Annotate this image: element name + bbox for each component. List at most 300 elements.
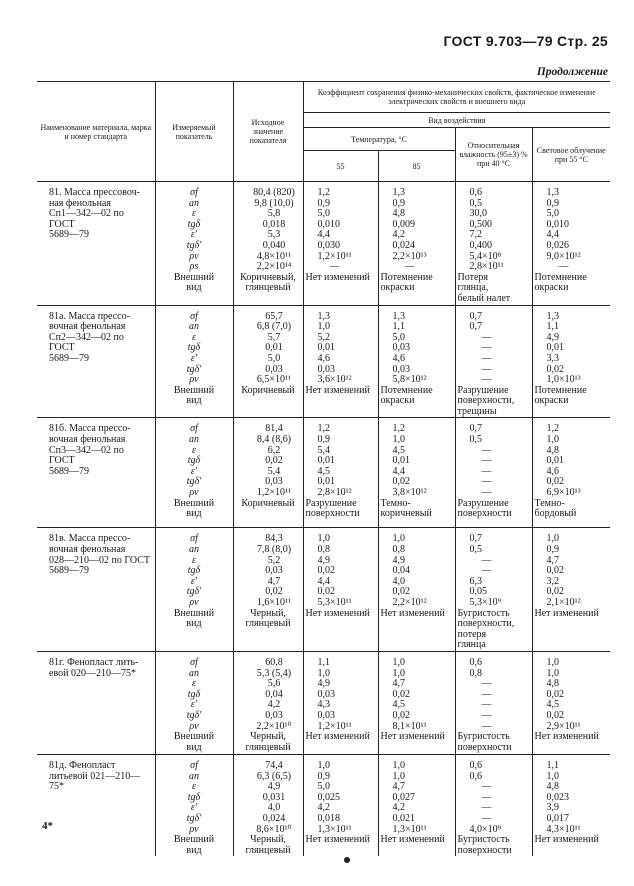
light-values-line: Темно- bbox=[534, 497, 565, 509]
humidity-values-line: — bbox=[481, 363, 492, 375]
material-name-line: 81д. Фенопласт bbox=[49, 760, 116, 771]
humidity-values-line: 0,6 bbox=[469, 760, 482, 771]
temp55-values-line: 1,2 bbox=[317, 423, 330, 435]
light-values bbox=[532, 418, 610, 528]
temp55-values-line: 4,9 bbox=[317, 678, 330, 690]
indicator-list bbox=[155, 418, 233, 528]
initial-values-line: 8,4 (8,6) bbox=[256, 434, 292, 446]
indicator-list bbox=[155, 182, 233, 306]
initial-values-line: 0,03 bbox=[265, 565, 283, 577]
temp55-values-line: 0,025 bbox=[317, 791, 340, 803]
material-name-line: Сп3—342—02 по ГОСТ bbox=[49, 444, 124, 467]
indicator-list-line: ρv bbox=[189, 487, 199, 499]
humidity-values-line: — bbox=[481, 678, 492, 690]
initial-values-line: 0,02 bbox=[265, 586, 283, 598]
light-values-line: 4,4 bbox=[546, 229, 559, 241]
initial-values-line: 5,4 bbox=[267, 465, 281, 477]
light-values-line: 0,9 bbox=[546, 197, 559, 209]
indicator-list-line: tgδ′ bbox=[186, 476, 202, 488]
light-values-line: 0,023 bbox=[546, 791, 569, 803]
light-values-line: 4,8 bbox=[546, 678, 559, 690]
temp85-values-line: 4,9 bbox=[392, 554, 405, 566]
initial-values-line: 81,4 bbox=[265, 423, 283, 435]
col-impact: Вид воздействия bbox=[303, 113, 610, 128]
properties-table bbox=[37, 81, 610, 856]
indicator-list-line: вид bbox=[186, 844, 202, 856]
initial-values bbox=[233, 528, 303, 652]
initial-values-line: 6,5×10¹¹ bbox=[256, 374, 292, 386]
indicator-list-line: tgδ bbox=[187, 791, 201, 803]
initial-values-line: 8,6×10¹⁰ bbox=[256, 823, 292, 835]
temp85-values-line: 1,0 bbox=[392, 770, 405, 782]
temp55-values-line: 4,3 bbox=[317, 699, 330, 711]
humidity-values-line: — bbox=[481, 554, 492, 566]
initial-values-line: 80,4 (820) bbox=[253, 187, 295, 198]
col-humidity: Относительная влажность (95±3) % при 40 °С bbox=[455, 128, 532, 182]
temp55-values-line: 1,0 bbox=[317, 667, 330, 679]
humidity-values-line: 30,0 bbox=[469, 208, 487, 220]
temp85-values-line: 1,0 bbox=[392, 657, 405, 668]
temp55-values-line: 0,02 bbox=[317, 565, 335, 577]
light-values-line: 4,9 bbox=[546, 331, 559, 343]
temp55-values-line: 0,010 bbox=[317, 218, 340, 230]
light-values-line: 0,02 bbox=[546, 709, 564, 721]
temp85-values-line: 1,3×10¹¹ bbox=[392, 823, 427, 835]
temp85-values-line: Нет изменений bbox=[380, 731, 445, 743]
initial-values-line: 1,6×10¹¹ bbox=[256, 597, 292, 609]
humidity-values-line: поверхности bbox=[457, 844, 512, 856]
temp85-values-line: 0,03 bbox=[392, 342, 410, 354]
material-name-line: 81а. Масса прессо- bbox=[49, 310, 130, 322]
temp85-values-line: 1,0 bbox=[392, 434, 405, 446]
temp55-values bbox=[303, 755, 378, 857]
temp55-values-line: Нет изменений bbox=[305, 731, 370, 743]
temp85-values-line: 4,2 bbox=[392, 802, 405, 814]
initial-values bbox=[233, 418, 303, 528]
temp85-values-line: Нет изменений bbox=[380, 607, 445, 619]
initial-values-line: 4,9 bbox=[267, 781, 281, 793]
initial-values-line: 5,2 bbox=[267, 554, 281, 566]
humidity-values-line: — bbox=[481, 699, 492, 711]
light-values-line: 4,3×10¹¹ bbox=[546, 823, 581, 835]
initial-values bbox=[233, 652, 303, 755]
light-values-line: 1,0 bbox=[546, 434, 559, 446]
humidity-values-line: — bbox=[481, 565, 492, 577]
temp55-values-line: 0,9 bbox=[317, 434, 330, 446]
light-values-line: 3,3 bbox=[546, 352, 559, 364]
indicator-list-line: aп bbox=[189, 197, 199, 209]
initial-values-line: 0,03 bbox=[265, 363, 283, 375]
initial-values-line: Коричневый bbox=[241, 497, 295, 509]
temp55-values-line: 0,02 bbox=[317, 586, 335, 598]
indicator-list-line: tgδ′ bbox=[186, 363, 202, 375]
indicator-list bbox=[155, 305, 233, 418]
light-values-line: 1,1 bbox=[546, 321, 559, 333]
temp55-values-line: 4,2 bbox=[317, 802, 330, 814]
temp85-values bbox=[378, 418, 455, 528]
light-values-line: Потемнение bbox=[534, 384, 587, 396]
temp55-values-line: поверхности bbox=[305, 508, 360, 520]
humidity-values-line: 0,7 bbox=[469, 321, 482, 333]
temp85-values-line: 0,02 bbox=[392, 586, 410, 598]
humidity-values-line: — bbox=[481, 342, 492, 354]
indicator-list-line: вид bbox=[186, 508, 202, 520]
indicator-list-line: ε bbox=[192, 554, 196, 566]
temp55-values-line: 5,4 bbox=[317, 444, 330, 456]
material-name-line: литьевой 021—210—75* bbox=[49, 770, 141, 793]
temp55-values-line: 4,5 bbox=[317, 465, 330, 477]
light-values-line: — bbox=[558, 261, 569, 273]
material-name-line: Сп1—342—02 по ГОСТ bbox=[49, 208, 124, 230]
temp55-values-line: 0,8 bbox=[317, 544, 330, 556]
temp55-values-line: 1,2 bbox=[317, 187, 330, 198]
temp55-values-line: 0,018 bbox=[317, 812, 340, 824]
light-values-line: бордовый bbox=[534, 508, 577, 520]
initial-values-line: 0,031 bbox=[262, 791, 286, 803]
humidity-values-line: — bbox=[481, 465, 492, 477]
indicator-list-line: вид bbox=[186, 282, 202, 294]
light-values bbox=[532, 305, 610, 418]
temp85-values-line: 0,01 bbox=[392, 455, 410, 467]
indicator-list-line: aп bbox=[189, 770, 199, 782]
material-name-line: 81в. Масса прессо- bbox=[49, 533, 131, 545]
temp85-values-line: окраски bbox=[380, 395, 415, 407]
indicator-list-line: вид bbox=[186, 741, 202, 753]
humidity-values-line: 0,7 bbox=[469, 310, 482, 322]
indicator-list-line: ε′ bbox=[190, 575, 198, 587]
indicator-list-line: σf bbox=[190, 310, 198, 322]
temp55-values-line: 1,3×10¹¹ bbox=[317, 823, 352, 835]
temp85-values-line: 0,9 bbox=[392, 197, 405, 209]
temp55-values-line: 0,01 bbox=[317, 455, 335, 467]
initial-values-line: 5,8 bbox=[267, 208, 281, 220]
temp55-values-line: 1,2×10¹¹ bbox=[317, 250, 352, 262]
light-values-line: 0,01 bbox=[546, 342, 564, 354]
humidity-values-line: 0,5 bbox=[469, 544, 482, 556]
indicator-list-line: вид bbox=[186, 618, 202, 630]
temp85-values-line: 4,6 bbox=[392, 352, 405, 364]
table-row bbox=[37, 755, 610, 857]
light-values bbox=[532, 652, 610, 755]
humidity-values-line: — bbox=[481, 374, 492, 386]
temp55-values bbox=[303, 305, 378, 418]
light-values-line: 4,8 bbox=[546, 781, 559, 793]
material-name bbox=[37, 418, 155, 528]
indicator-list bbox=[155, 755, 233, 857]
temp55-values-line: — bbox=[329, 261, 340, 273]
material-name-line: 81б. Масса прессо- bbox=[49, 423, 131, 435]
light-values-line: 0,02 bbox=[546, 586, 564, 598]
table-row bbox=[37, 182, 610, 306]
material-name bbox=[37, 528, 155, 652]
light-values-line: 0,02 bbox=[546, 476, 564, 488]
light-values-line: 6,9×10¹³ bbox=[546, 487, 581, 499]
humidity-values-line: — bbox=[481, 352, 492, 364]
humidity-values-line: поверхности, bbox=[457, 395, 515, 407]
initial-values-line: 5,3 (5,4) bbox=[256, 667, 292, 679]
humidity-values-line: — bbox=[481, 476, 492, 488]
temp85-values-line: 3,8×10¹² bbox=[392, 487, 427, 499]
temp55-values-line: 4,6 bbox=[317, 352, 330, 364]
indicator-list-line: ε′ bbox=[190, 802, 198, 814]
light-values-line: 4,8 bbox=[546, 444, 559, 456]
temp55-values bbox=[303, 528, 378, 652]
humidity-values-line: — bbox=[481, 444, 492, 456]
indicator-list-line: tgδ bbox=[187, 218, 201, 230]
temp85-values-line: 1,0 bbox=[392, 760, 405, 771]
indicator-list-line: aп bbox=[189, 544, 199, 556]
initial-values-line: Черный, bbox=[250, 607, 286, 619]
indicator-list-line: ρv bbox=[189, 823, 199, 835]
indicator-list-line: Внешний bbox=[173, 834, 215, 846]
material-name-line: Сп2—342—02 по ГОСТ bbox=[49, 331, 124, 354]
light-values-line: 9,0×10¹² bbox=[546, 250, 581, 262]
humidity-values-line: 0,500 bbox=[469, 218, 492, 230]
initial-values-line: 1,2×10¹¹ bbox=[256, 487, 292, 499]
indicator-list-line: ε′ bbox=[190, 229, 198, 241]
humidity-values-line: Бугристость bbox=[457, 834, 510, 846]
indicator-list-line: tgδ′ bbox=[186, 239, 202, 251]
humidity-values-line: 0,7 bbox=[469, 533, 482, 545]
temp55-values-line: Нет изменений bbox=[305, 607, 370, 619]
table-row bbox=[37, 652, 610, 755]
temp55-values-line: 0,030 bbox=[317, 239, 340, 251]
light-values-line: 1,0×10¹³ bbox=[546, 374, 581, 386]
indicator-list bbox=[155, 652, 233, 755]
temp85-values-line: 1,1 bbox=[392, 321, 405, 333]
humidity-values-line: поверхности, bbox=[457, 618, 515, 630]
temp85-values-line: — bbox=[404, 261, 415, 273]
light-values-line: Нет изменений bbox=[534, 607, 599, 619]
temp85-values-line: 2,2×10¹² bbox=[392, 597, 427, 609]
temp55-values bbox=[303, 652, 378, 755]
temp85-values-line: 5,0 bbox=[392, 331, 405, 343]
initial-values-line: 2,2×10¹⁴ bbox=[256, 261, 292, 273]
temp55-values-line: 1,0 bbox=[317, 760, 330, 771]
table-row bbox=[37, 418, 610, 528]
humidity-values-line: 0,05 bbox=[469, 586, 487, 598]
temp85-values bbox=[378, 305, 455, 418]
temp85-values-line: 0,02 bbox=[392, 688, 410, 700]
bullet-dot bbox=[344, 857, 350, 863]
light-values-line: 1,0 bbox=[546, 667, 559, 679]
initial-values-line: 4,8×10¹¹ bbox=[256, 250, 292, 262]
material-name-line: вочная фенольная bbox=[49, 321, 126, 333]
light-values-line: 0,02 bbox=[546, 565, 564, 577]
material-name bbox=[37, 652, 155, 755]
light-values-line: 0,017 bbox=[546, 812, 569, 824]
material-name bbox=[37, 755, 155, 857]
humidity-values-line: 5,4×10⁸ bbox=[469, 250, 502, 262]
temp55-values-line: Разрушение bbox=[305, 497, 357, 509]
temp85-values-line: 0,024 bbox=[392, 239, 415, 251]
indicator-list-line: ε bbox=[192, 781, 196, 793]
humidity-values-line: Разрушение bbox=[457, 497, 509, 509]
initial-values-line: Коричневый, bbox=[240, 271, 296, 283]
temp85-values-line: 1,3 bbox=[392, 310, 405, 322]
initial-values-line: 74,4 bbox=[265, 760, 283, 771]
indicator-list-line: ε bbox=[192, 444, 196, 456]
humidity-values bbox=[455, 528, 532, 652]
temp55-values-line: 4,4 bbox=[317, 575, 330, 587]
humidity-values-line: белый налет bbox=[457, 292, 511, 304]
temp55-values-line: 0,01 bbox=[317, 476, 335, 488]
temp85-values-line: 4,5 bbox=[392, 699, 405, 711]
temp55-values-line: 4,4 bbox=[317, 229, 330, 241]
temp85-values-line: Нет изменений bbox=[380, 834, 445, 846]
humidity-values-line: Разрушение bbox=[457, 384, 509, 396]
indicator-list-line: tgδ′ bbox=[186, 812, 202, 824]
humidity-values-line: 6,3 bbox=[469, 575, 482, 587]
humidity-values bbox=[455, 418, 532, 528]
light-values-line: окраски bbox=[534, 395, 569, 407]
indicator-list-line: ρv bbox=[189, 720, 199, 732]
humidity-values bbox=[455, 182, 532, 306]
temp85-values-line: 0,04 bbox=[392, 565, 410, 577]
indicator-list bbox=[155, 528, 233, 652]
initial-values-line: 0,03 bbox=[265, 709, 283, 721]
temp55-values-line: 2,8×10¹² bbox=[317, 487, 352, 499]
light-values-line: 0,02 bbox=[546, 688, 564, 700]
indicator-list-line: tgδ bbox=[187, 565, 201, 577]
indicator-list-line: вид bbox=[186, 395, 202, 407]
material-name-line: 028—210—02 по ГОСТ bbox=[49, 554, 151, 566]
temp85-values-line: 4,0 bbox=[392, 575, 405, 587]
temp85-values-line: 0,009 bbox=[392, 218, 415, 230]
temp55-values-line: 0,9 bbox=[317, 770, 330, 782]
humidity-values-line: — bbox=[481, 802, 492, 814]
initial-values-line: 65,7 bbox=[265, 310, 283, 322]
humidity-values-line: 5,3×10⁹ bbox=[469, 597, 502, 609]
temp85-values bbox=[378, 755, 455, 857]
temp55-values-line: 4,9 bbox=[317, 554, 330, 566]
material-name bbox=[37, 182, 155, 306]
initial-values-line: 4,7 bbox=[267, 575, 281, 587]
light-values-line: 0,02 bbox=[546, 363, 564, 375]
temp55-values-line: 1,1 bbox=[317, 657, 330, 668]
temp85-values-line: 1,0 bbox=[392, 667, 405, 679]
light-values-line: 0,026 bbox=[546, 239, 569, 251]
temp85-values-line: 5,8×10¹² bbox=[392, 374, 427, 386]
temp85-values-line: 4,7 bbox=[392, 678, 405, 690]
initial-values-line: 0,024 bbox=[262, 812, 286, 824]
col-indicator: Измеряемый показатель bbox=[155, 82, 233, 182]
initial-values-line: 0,040 bbox=[262, 239, 286, 251]
light-values-line: 1,1 bbox=[546, 760, 559, 771]
light-values-line: 4,6 bbox=[546, 465, 559, 477]
initial-values-line: 4,2 bbox=[267, 699, 281, 711]
humidity-values-line: — bbox=[481, 455, 492, 467]
material-name-line: 5689—79 bbox=[49, 352, 89, 364]
humidity-values bbox=[455, 652, 532, 755]
light-values-line: 1,3 bbox=[546, 187, 559, 198]
temp55-values-line: Нет изменений bbox=[305, 384, 370, 396]
indicator-list-line: tgδ′ bbox=[186, 709, 202, 721]
initial-values-line: Коричневый bbox=[241, 384, 295, 396]
material-name bbox=[37, 305, 155, 418]
humidity-values bbox=[455, 305, 532, 418]
material-name-line: евой 020—210—75* bbox=[49, 667, 136, 679]
light-values-line: 1,3 bbox=[546, 310, 559, 322]
temp85-values-line: Потемнение bbox=[380, 384, 433, 396]
page-header: ГОСТ 9.703—79 Стр. 25 bbox=[443, 33, 608, 49]
humidity-values-line: Бугристость bbox=[457, 607, 510, 619]
humidity-values-line: — bbox=[481, 709, 492, 721]
temp85-values-line: 1,0 bbox=[392, 533, 405, 545]
temp85-values-line: Потемнение bbox=[380, 271, 433, 283]
col-material: Наименование материала, марка и номер стандарта bbox=[37, 82, 155, 182]
temp55-values-line: Нет изменений bbox=[305, 834, 370, 846]
initial-values-line: 9,8 (10,0) bbox=[254, 197, 294, 209]
material-name-line: 5689—79 bbox=[49, 465, 89, 477]
material-name-line: вочная фенольная bbox=[49, 434, 126, 446]
indicator-list-line: ε bbox=[192, 331, 196, 343]
light-values bbox=[532, 528, 610, 652]
temp85-values-line: Темно- bbox=[380, 497, 411, 509]
humidity-values-line: 7,2 bbox=[469, 229, 482, 241]
temp85-values-line: 0,021 bbox=[392, 812, 415, 824]
indicator-list-line: aп bbox=[189, 667, 199, 679]
light-values-line: 2,9×10¹¹ bbox=[546, 720, 581, 732]
temp85-values-line: 0,02 bbox=[392, 476, 410, 488]
indicator-list-line: ε′ bbox=[190, 465, 198, 477]
initial-values-line: 4,0 bbox=[267, 802, 281, 814]
light-values bbox=[532, 755, 610, 857]
humidity-values-line: — bbox=[481, 791, 492, 803]
material-name-line: 5689—79 bbox=[49, 229, 89, 241]
humidity-values-line: — bbox=[481, 688, 492, 700]
light-values-line: 5,0 bbox=[546, 208, 559, 220]
temp55-values-line: 5,0 bbox=[317, 208, 330, 220]
indicator-list-line: σf bbox=[190, 187, 198, 198]
temp85-values-line: 8,1×10¹¹ bbox=[392, 720, 427, 732]
humidity-values-line: трещины bbox=[457, 405, 497, 417]
humidity-values-line: 4,0×10⁹ bbox=[469, 823, 502, 835]
humidity-values-line: — bbox=[481, 781, 492, 793]
humidity-values-line: 0,5 bbox=[469, 197, 482, 209]
humidity-values-line: глянца, bbox=[457, 282, 489, 294]
temp85-values-line: 1,2 bbox=[392, 423, 405, 435]
indicator-list-line: σf bbox=[190, 657, 198, 668]
temp85-values bbox=[378, 182, 455, 306]
temp55-values-line: 1,3 bbox=[317, 310, 330, 322]
temp85-values-line: 4,5 bbox=[392, 444, 405, 456]
light-values-line: 3,9 bbox=[546, 802, 559, 814]
initial-values-line: 6,8 (7,0) bbox=[256, 321, 292, 333]
initial-values-line: 0,03 bbox=[265, 476, 283, 488]
light-values-line: 1,0 bbox=[546, 657, 559, 668]
humidity-values-line: — bbox=[481, 720, 492, 732]
temp55-values-line: 3,6×10¹² bbox=[317, 374, 352, 386]
initial-values-line: глянцевый bbox=[245, 618, 291, 630]
humidity-values-line: Потеря bbox=[457, 271, 488, 283]
initial-values-line: 0,04 bbox=[265, 688, 283, 700]
indicator-list-line: σf bbox=[190, 533, 198, 545]
temp85-values-line: окраски bbox=[380, 282, 415, 294]
initial-values bbox=[233, 305, 303, 418]
indicator-list-line: aп bbox=[189, 321, 199, 333]
indicator-list-line: ε bbox=[192, 208, 196, 220]
col-temperature: Температура, °С bbox=[303, 128, 455, 151]
light-values-line: 0,010 bbox=[546, 218, 569, 230]
indicator-list-line: Внешний bbox=[173, 384, 215, 396]
light-values-line: 4,7 bbox=[546, 554, 559, 566]
temp55-values-line: 0,03 bbox=[317, 709, 335, 721]
indicator-list-line: Внешний bbox=[173, 497, 215, 509]
col-t55: 55 bbox=[303, 151, 378, 182]
light-values-line: Потемнение bbox=[534, 271, 587, 283]
material-name-line: вочная фенольная bbox=[49, 544, 126, 556]
